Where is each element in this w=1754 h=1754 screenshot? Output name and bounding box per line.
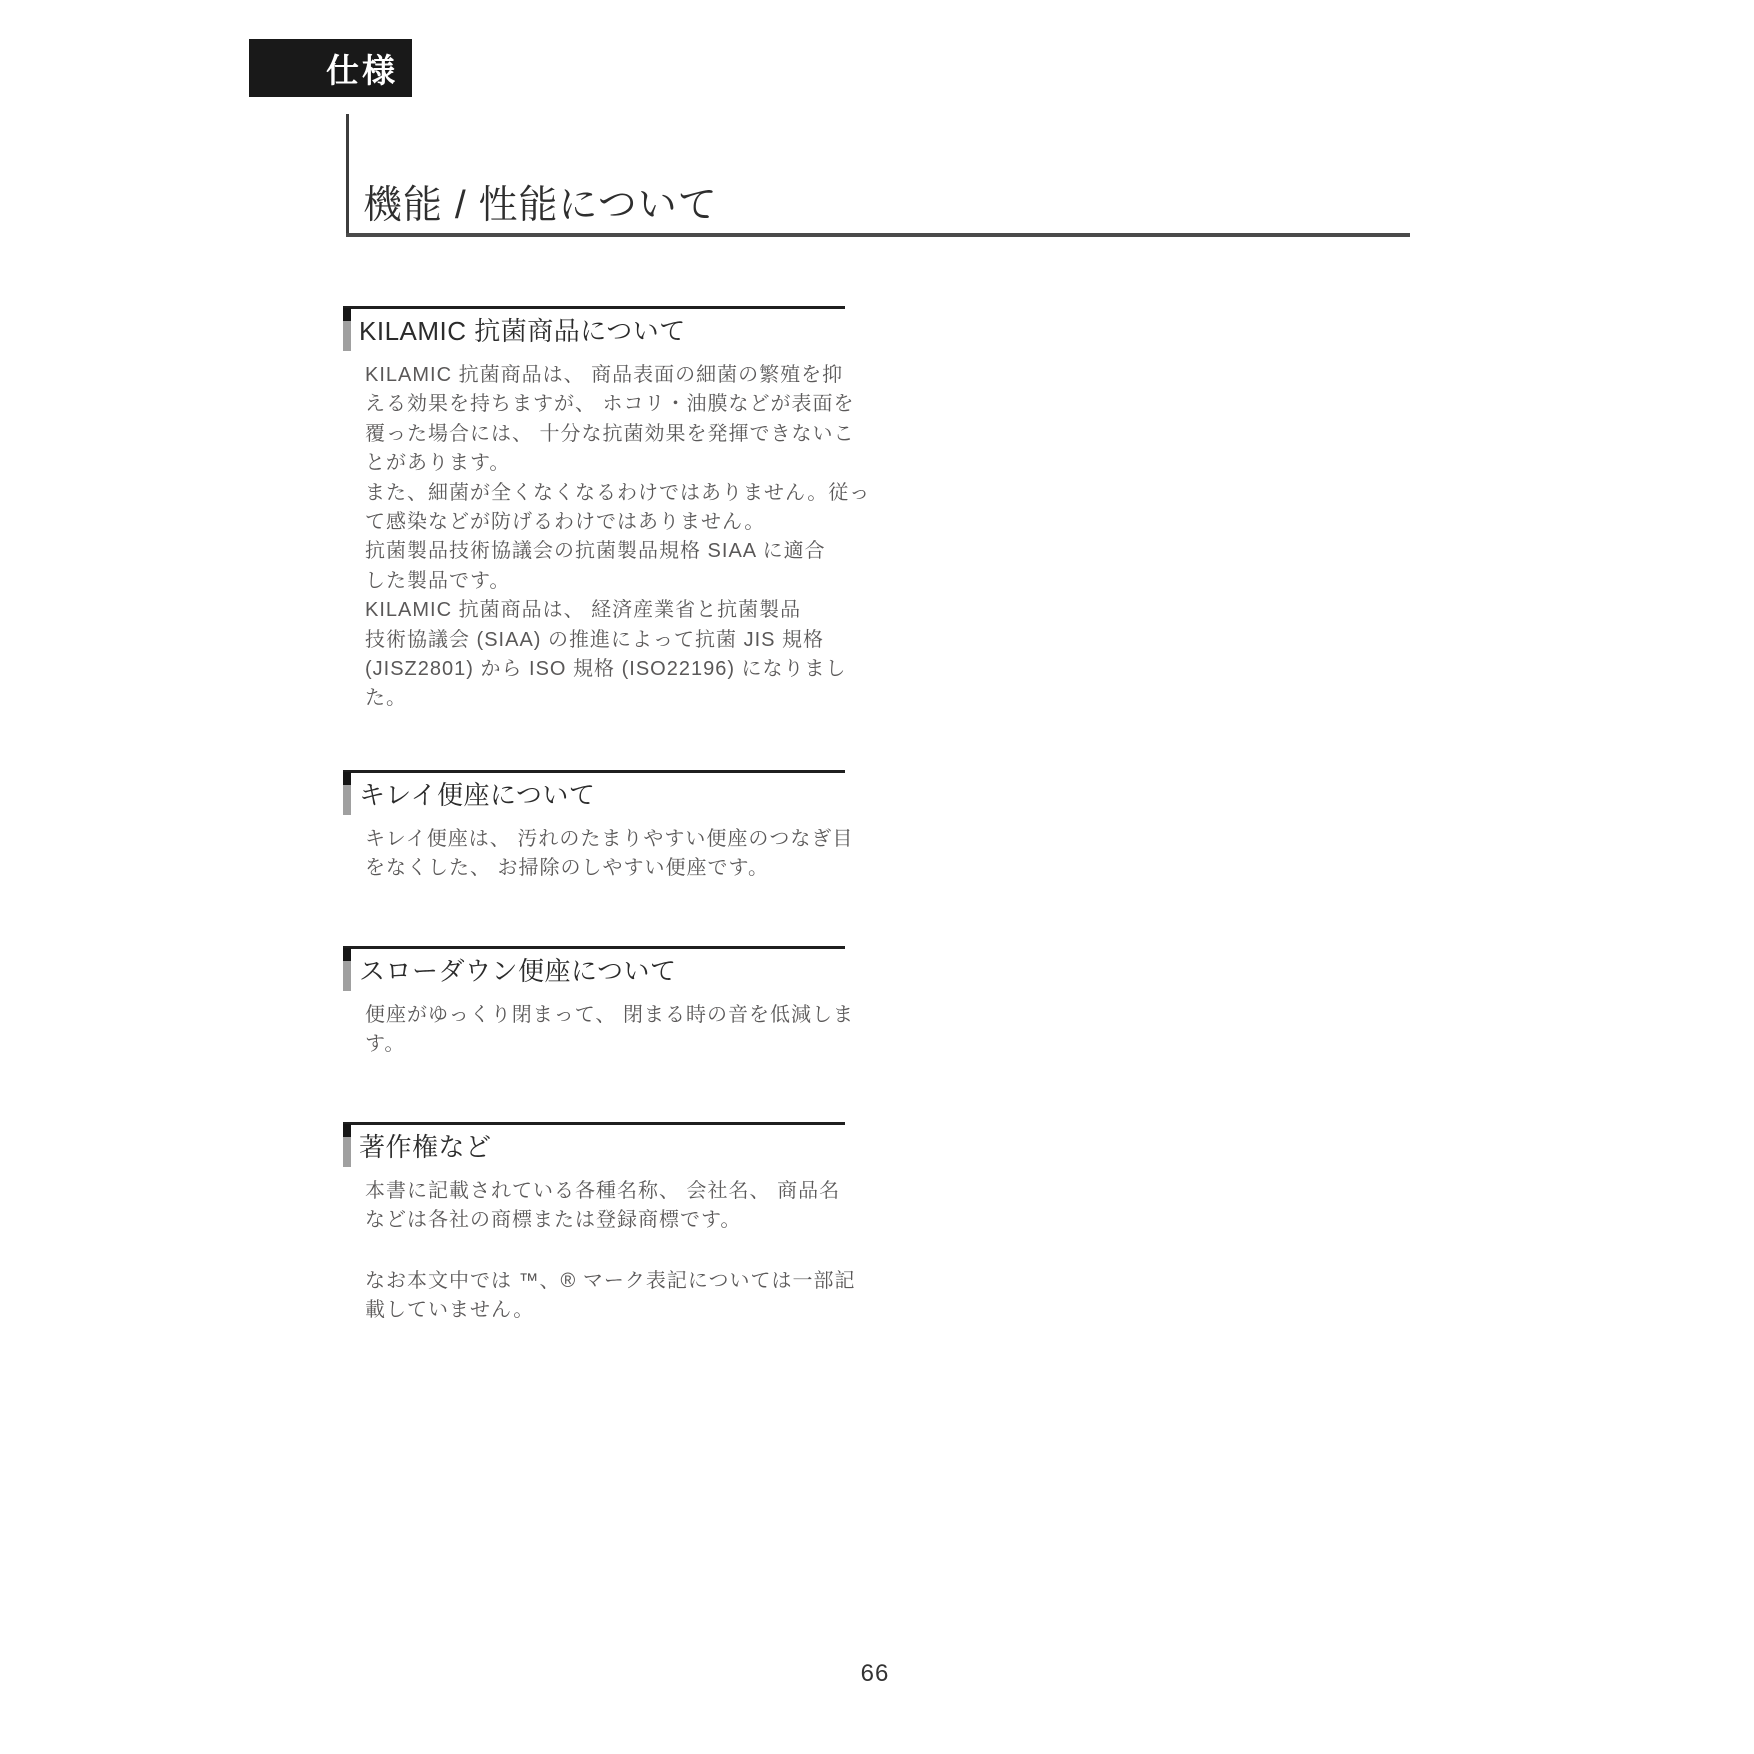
body-line: た。: [365, 687, 407, 710]
section-body: [365, 1177, 856, 1326]
kicker-label: 仕様: [326, 51, 398, 89]
body-line: した製品です。: [365, 569, 511, 592]
body-line: 抗菌製品技術協議会の抗菌製品規格 SIAA に適合: [365, 540, 826, 563]
kicker-badge: [249, 39, 412, 97]
body-line: て感染などが防げるわけではありません。: [365, 511, 766, 534]
body-line: 技術協議会 (SIAA) の推進によって抗菌 JIS 規格: [365, 628, 825, 651]
body-line: キレイ便座は、 汚れのたまりやすい便座のつなぎ目: [365, 828, 854, 850]
body-line: KILAMIC 抗菌商品は、 経済産業省と抗菌製品: [365, 599, 802, 622]
section-heading: 著作権など: [359, 1132, 492, 1162]
body-line: 覆った場合には、 十分な抗菌効果を発揮できないこ: [365, 422, 855, 445]
section-slowdown-seat: [343, 946, 854, 1060]
body-line: KILAMIC 抗菌商品は、 商品表面の細菌の繁殖を抑: [365, 364, 844, 386]
section-accent-bar: [343, 948, 351, 991]
page-title: 機能 / 性能について: [363, 184, 718, 227]
body-line: をなくした、 お掃除のしやすい便座です。: [365, 857, 769, 880]
section-accent-bar: [343, 772, 351, 815]
body-line: 便座がゆっくり閉まって、 閉まる時の音を低減しま: [365, 1004, 854, 1026]
section-kirei-seat: [343, 770, 854, 884]
body-line: また、細菌が全くなくなるわけではありません。従っ: [365, 481, 871, 504]
section-heading: KILAMIC 抗菌商品について: [359, 316, 686, 346]
section-heading-row: [343, 309, 845, 349]
body-line: 載していません。: [365, 1299, 535, 1322]
section-copyright: [343, 1122, 856, 1326]
paragraph: [365, 1177, 845, 1236]
title-vertical-line: [346, 114, 349, 237]
section-heading: スローダウン便座について: [359, 956, 677, 986]
section-body: [365, 825, 854, 884]
body-line: す。: [365, 1033, 406, 1056]
section-heading-row: [343, 949, 845, 989]
section-heading: キレイ便座について: [359, 780, 596, 810]
section-heading-row: [343, 773, 845, 813]
page-number: 66: [860, 1660, 890, 1687]
body-line: える効果を持ちますが、 ホコリ・油膜などが表面を: [365, 393, 855, 416]
section-accent-bar: [343, 308, 351, 351]
section-accent-bar: [343, 1124, 351, 1167]
body-line: (JISZ2801) から ISO 規格 (ISO22196) になりまし: [365, 658, 847, 681]
section-body: [365, 1001, 854, 1060]
section-kilamic-antibacterial: [343, 306, 871, 714]
title-rule: [346, 233, 1410, 237]
body-line: とがあります。: [365, 452, 511, 475]
section-body: [365, 361, 871, 714]
section-heading-row: [343, 1125, 845, 1165]
body-line: などは各社の商標または登録商標です。: [365, 1209, 742, 1232]
body-line: なお本文中では ™、® マーク表記については一部記: [365, 1269, 856, 1292]
body-line: 本書に記載されている各種名称、 会社名、 商品名: [365, 1180, 841, 1202]
paragraph: [365, 1267, 856, 1326]
